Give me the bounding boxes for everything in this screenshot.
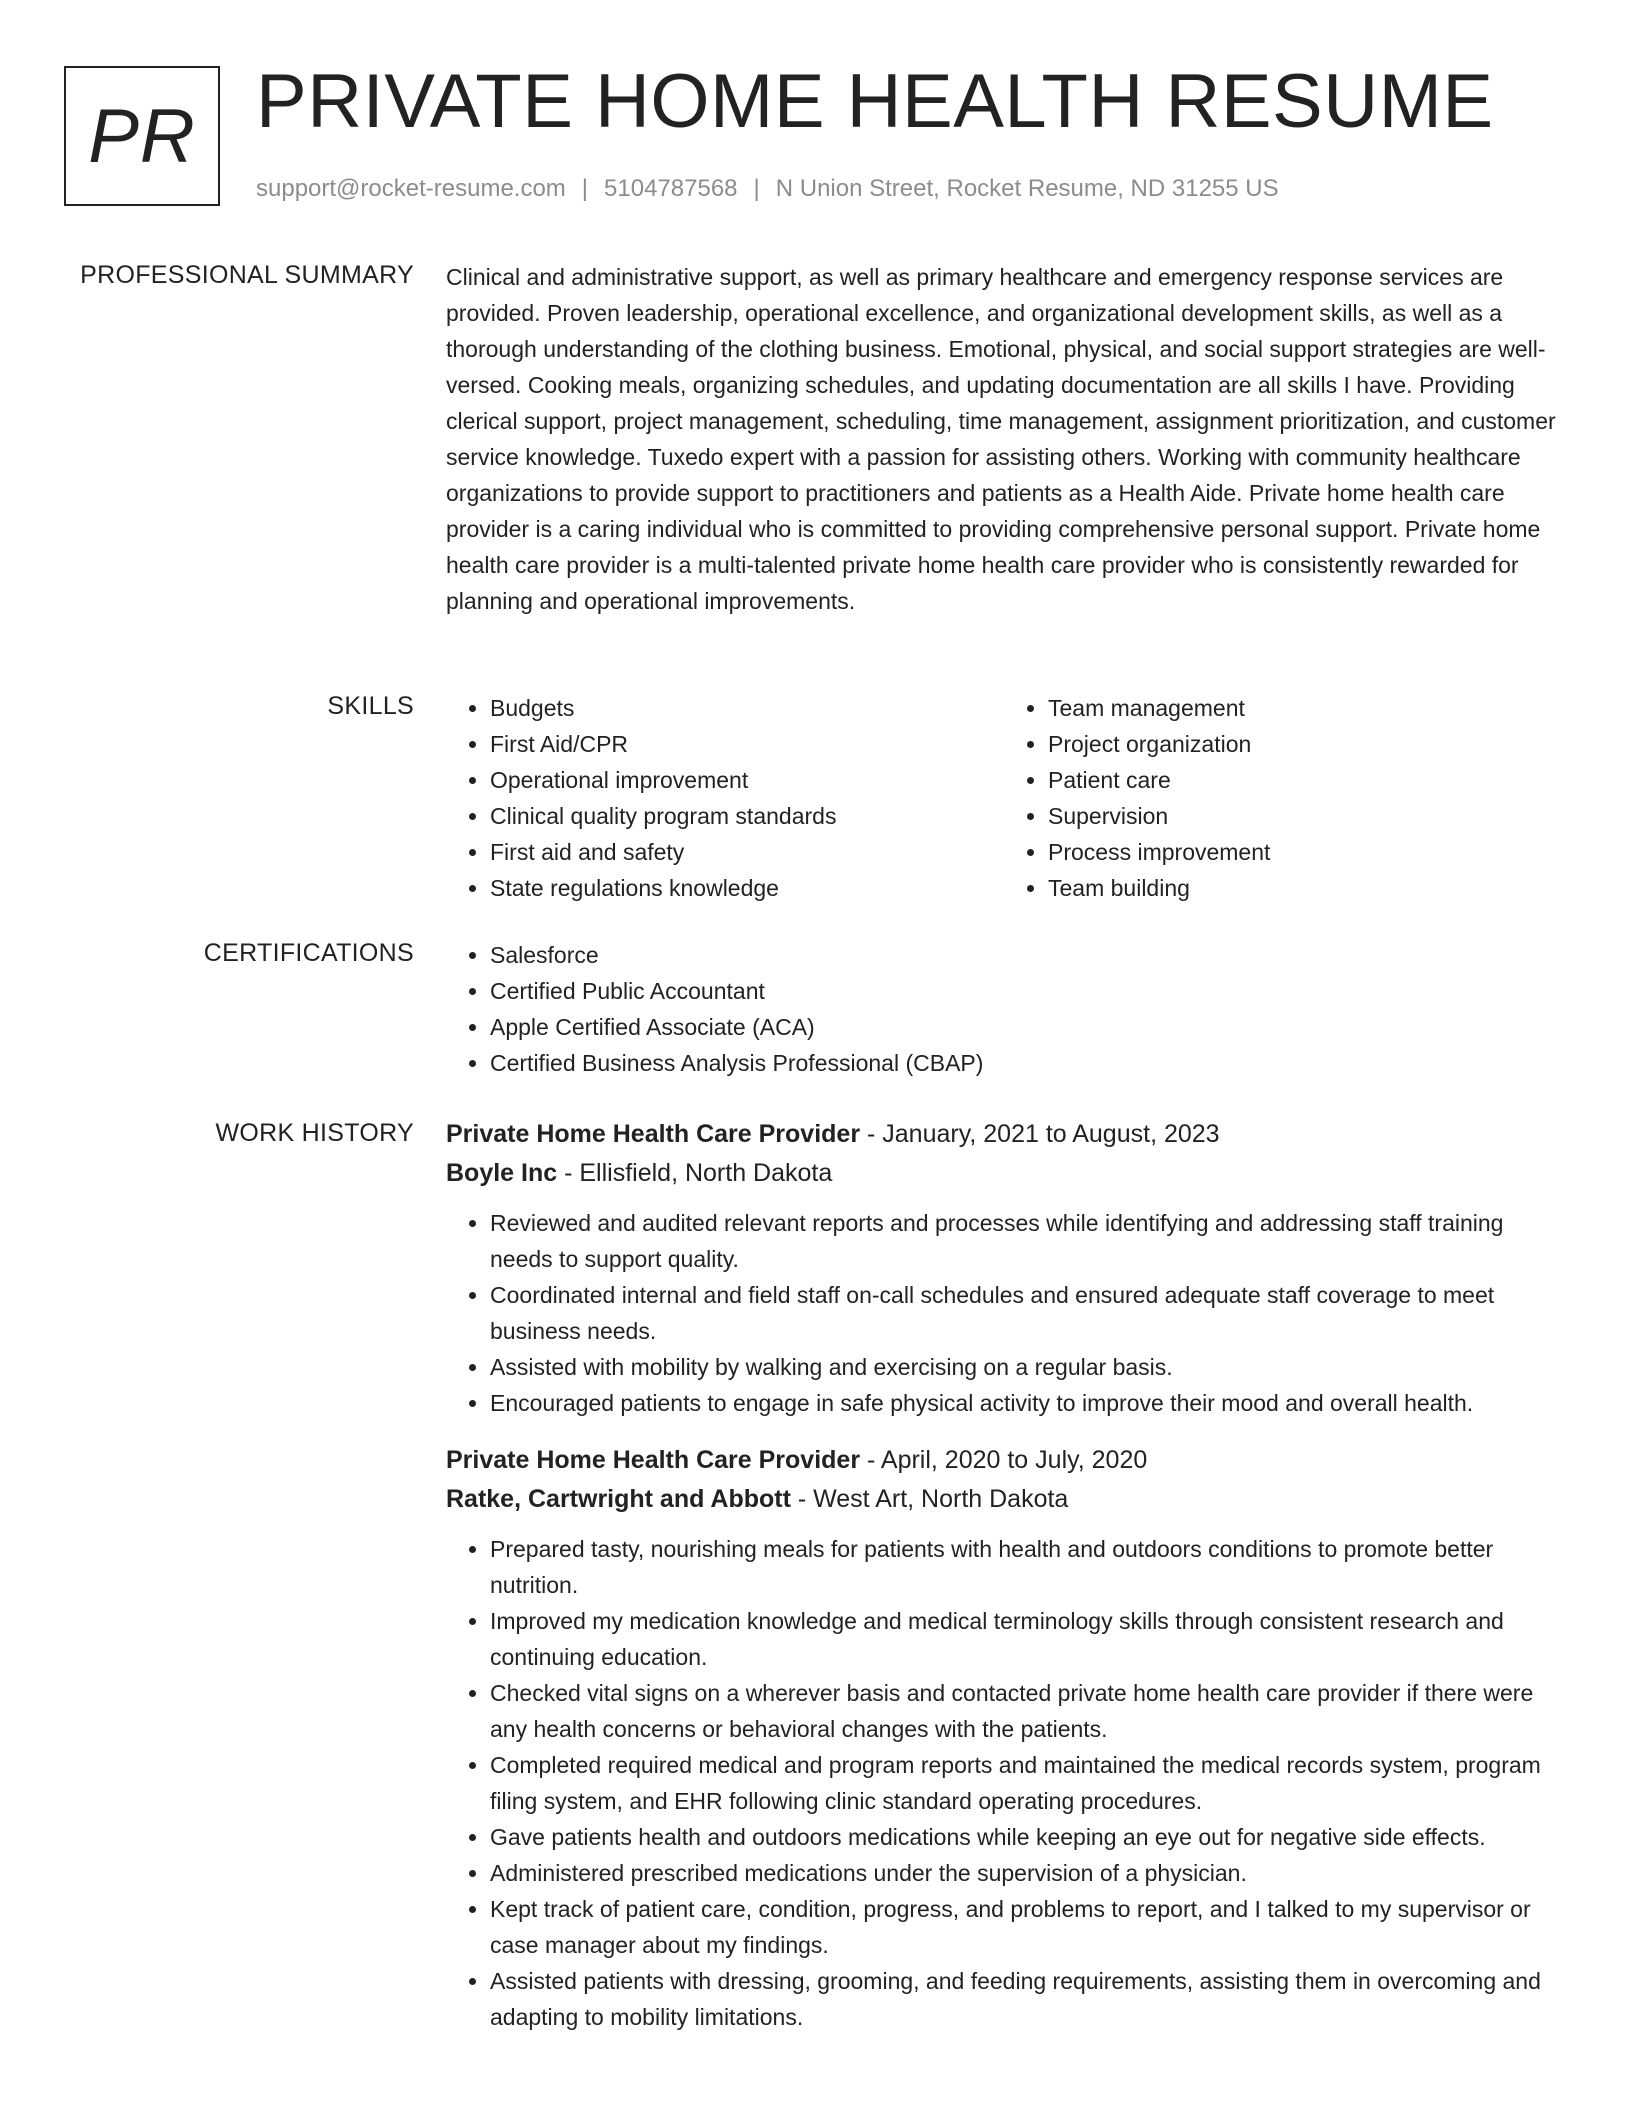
summary-body <box>446 259 1562 619</box>
job-entry <box>446 1441 1562 2035</box>
list-item: • Operational improvement <box>490 762 1004 798</box>
list-item: • Administered prescribed medications under the supervision of a physician. <box>490 1855 1562 1891</box>
skills-columns <box>446 690 1562 906</box>
job-company-line <box>446 1154 1562 1193</box>
contact-separator: | <box>753 175 760 202</box>
certifications-body <box>446 937 1562 1081</box>
work-history-label: WORK HISTORY <box>215 1119 414 1147</box>
list-item: • Certified Business Analysis Professional (CBAP) <box>490 1045 1562 1081</box>
work-history-body <box>446 1115 1562 2055</box>
list-item: • Salesforce <box>490 937 1562 973</box>
job-title-line <box>446 1115 1562 1154</box>
contact-phone: 5104787568 <box>604 175 738 202</box>
skills-label: SKILLS <box>327 692 414 720</box>
list-item: • Budgets <box>490 690 1004 726</box>
list-item: • Coordinated internal and field staff on-call schedules and ensured adequate staff coverage to meet business needs. <box>490 1277 1562 1349</box>
list-item: • First aid and safety <box>490 834 1004 870</box>
summary-label: PROFESSIONAL SUMMARY <box>80 261 414 289</box>
list-item: • Kept track of patient care, condition, progress, and problems to report, and I talked to my supervisor or case manager about my findings. <box>490 1891 1562 1963</box>
contact-email: support@rocket-resume.com <box>256 175 566 202</box>
list-item: • Process improvement <box>1048 834 1562 870</box>
skills-list-left <box>446 690 1004 906</box>
resume-title: PRIVATE HOME HEALTH RESUME <box>256 59 1494 144</box>
job-company-line <box>446 1480 1562 1519</box>
monogram-initials: PR <box>88 93 196 179</box>
job-entry <box>446 1115 1562 1421</box>
contact-address: N Union Street, Rocket Resume, ND 31255 US <box>775 175 1279 202</box>
list-item: • Apple Certified Associate (ACA) <box>490 1009 1562 1045</box>
list-item: • Prepared tasty, nourishing meals for patients with health and outdoors conditions to promote better nutrition. <box>490 1531 1562 1603</box>
list-item: • Improved my medication knowledge and medical terminology skills through consistent research and continuing education. <box>490 1603 1562 1675</box>
certifications-label: CERTIFICATIONS <box>203 939 414 967</box>
job-title-line <box>446 1441 1562 1480</box>
summary-text: Clinical and administrative support, as well as primary healthcare and emergency response services are provided. Proven leadership, operational excellence, and organizational development skills, as well as a thorough understanding of the clothing business. Emotional, physical, and social support strategies are well-versed. Cooking meals, organizing schedules, and updating documentation are all skills I have. Providing clerical support, project management, scheduling, time management, assignment prioritization, and customer service knowledge. Tuxedo expert with a passion for assisting others. Working with community healthcare organizations to provide support to practitioners and patients as a Health Aide. Private home health care provider is a caring individual who is committed to providing comprehensive personal support. Private home health care provider is a multi-talented private home health care provider who is consistently rewarded for planning and operational improvements. <box>446 264 1556 614</box>
job-location: - West Art, North Dakota <box>790 1485 1069 1513</box>
list-item: • State regulations knowledge <box>490 870 1004 906</box>
job-dates: - January, 2021 to August, 2023 <box>860 1120 1220 1148</box>
job-company: Ratke, Cartwright and Abbott <box>446 1485 791 1513</box>
list-item: • Completed required medical and program reports and maintained the medical records system, program filing system, and EHR following clinic standard operating procedures. <box>490 1747 1562 1819</box>
job-duties-list <box>446 1205 1562 1421</box>
list-item: • Checked vital signs on a wherever basis and contacted private home health care provider if there were any health concerns or behavioral changes with the patients. <box>490 1675 1562 1747</box>
job-title: Private Home Health Care Provider <box>446 1120 861 1148</box>
job-duties-list <box>446 1531 1562 2035</box>
list-item: • Project organization <box>1048 726 1562 762</box>
job-company: Boyle Inc <box>446 1159 558 1187</box>
certifications-list <box>446 937 1562 1081</box>
list-item: • Patient care <box>1048 762 1562 798</box>
list-item: • Clinical quality program standards <box>490 798 1004 834</box>
list-item: • Reviewed and audited relevant reports and processes while identifying and addressing staff training needs to support quality. <box>490 1205 1562 1277</box>
contact-separator: | <box>581 175 589 202</box>
job-location: - Ellisfield, North Dakota <box>557 1159 833 1187</box>
list-item: • Gave patients health and outdoors medications while keeping an eye out for negative side effects. <box>490 1819 1562 1855</box>
monogram-box <box>64 66 220 206</box>
list-item: • Supervision <box>1048 798 1562 834</box>
job-title: Private Home Health Care Provider <box>446 1446 861 1474</box>
skills-list-right <box>1004 690 1562 906</box>
list-item: • Team management <box>1048 690 1562 726</box>
list-item: • Certified Public Accountant <box>490 973 1562 1009</box>
list-item: • Team building <box>1048 870 1562 906</box>
list-item: • Assisted patients with dressing, grooming, and feeding requirements, assisting them in overcoming and adapting to mobility limitations. <box>490 1963 1562 2035</box>
list-item: • Assisted with mobility by walking and exercising on a regular basis. <box>490 1349 1562 1385</box>
job-dates: - April, 2020 to July, 2020 <box>860 1446 1148 1474</box>
list-item: • First Aid/CPR <box>490 726 1004 762</box>
list-item: • Encouraged patients to engage in safe physical activity to improve their mood and overall health. <box>490 1385 1562 1421</box>
contact-line <box>256 175 1279 203</box>
skills-body <box>446 690 1562 906</box>
